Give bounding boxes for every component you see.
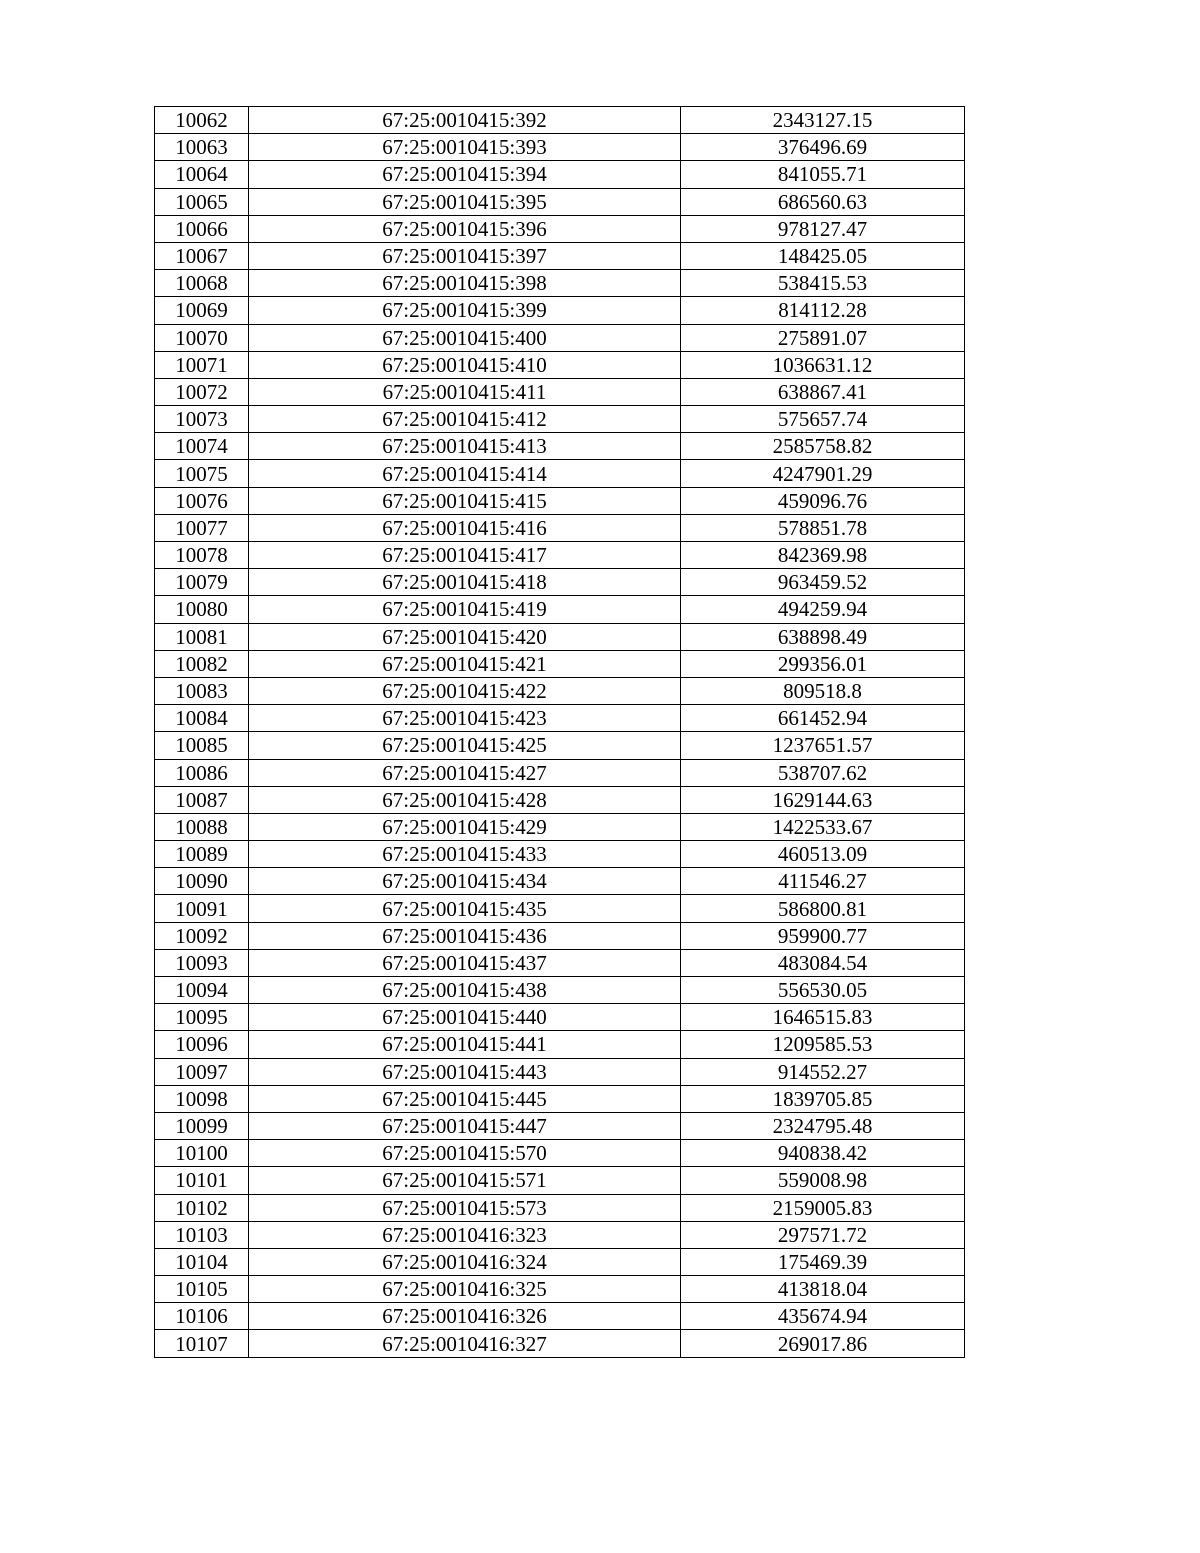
table-row — [155, 786, 965, 813]
table-row — [155, 949, 965, 976]
cadastral-number-cell: 67:25:0010415:414 — [249, 460, 681, 487]
cadastral-number-cell: 67:25:0010415:436 — [249, 922, 681, 949]
table-row — [155, 1276, 965, 1303]
cadastral-number-cell: 67:25:0010415:438 — [249, 977, 681, 1004]
row-number-cell: 10081 — [155, 623, 249, 650]
row-number-cell: 10091 — [155, 895, 249, 922]
cadastral-number-cell: 67:25:0010416:324 — [249, 1248, 681, 1275]
value-cell: 1237651.57 — [681, 732, 965, 759]
row-number-cell: 10083 — [155, 677, 249, 704]
table-row — [155, 1085, 965, 1112]
cadastral-number-cell: 67:25:0010415:393 — [249, 134, 681, 161]
value-cell: 2343127.15 — [681, 107, 965, 134]
cadastral-number-cell: 67:25:0010415:428 — [249, 786, 681, 813]
value-cell: 575657.74 — [681, 406, 965, 433]
row-number-cell: 10071 — [155, 351, 249, 378]
value-cell: 2324795.48 — [681, 1112, 965, 1139]
row-number-cell: 10089 — [155, 841, 249, 868]
row-number-cell: 10095 — [155, 1004, 249, 1031]
table-row — [155, 813, 965, 840]
value-cell: 175469.39 — [681, 1248, 965, 1275]
row-number-cell: 10084 — [155, 705, 249, 732]
table-row — [155, 487, 965, 514]
table-row — [155, 1248, 965, 1275]
row-number-cell: 10103 — [155, 1221, 249, 1248]
table-row — [155, 270, 965, 297]
cadastral-number-cell: 67:25:0010415:395 — [249, 188, 681, 215]
value-cell: 2159005.83 — [681, 1194, 965, 1221]
row-number-cell: 10066 — [155, 215, 249, 242]
row-number-cell: 10097 — [155, 1058, 249, 1085]
row-number-cell: 10101 — [155, 1167, 249, 1194]
row-number-cell: 10065 — [155, 188, 249, 215]
cadastral-number-cell: 67:25:0010415:434 — [249, 868, 681, 895]
row-number-cell: 10080 — [155, 596, 249, 623]
table-row — [155, 242, 965, 269]
value-cell: 841055.71 — [681, 161, 965, 188]
table-row — [155, 378, 965, 405]
row-number-cell: 10094 — [155, 977, 249, 1004]
table-row — [155, 705, 965, 732]
row-number-cell: 10092 — [155, 922, 249, 949]
table-row — [155, 406, 965, 433]
cadastral-number-cell: 67:25:0010415:437 — [249, 949, 681, 976]
table-row — [155, 1112, 965, 1139]
row-number-cell: 10082 — [155, 650, 249, 677]
cadastral-number-cell: 67:25:0010415:412 — [249, 406, 681, 433]
table-row — [155, 1221, 965, 1248]
value-cell: 940838.42 — [681, 1140, 965, 1167]
row-number-cell: 10068 — [155, 270, 249, 297]
value-cell: 686560.63 — [681, 188, 965, 215]
table-row — [155, 1058, 965, 1085]
row-number-cell: 10076 — [155, 487, 249, 514]
value-cell: 297571.72 — [681, 1221, 965, 1248]
value-cell: 275891.07 — [681, 324, 965, 351]
table-row — [155, 107, 965, 134]
cadastral-number-cell: 67:25:0010415:429 — [249, 813, 681, 840]
row-number-cell: 10100 — [155, 1140, 249, 1167]
table-row — [155, 1004, 965, 1031]
value-cell: 435674.94 — [681, 1303, 965, 1330]
cadastral-number-cell: 67:25:0010415:571 — [249, 1167, 681, 1194]
table-row — [155, 677, 965, 704]
cadastral-number-cell: 67:25:0010416:327 — [249, 1330, 681, 1357]
cadastral-number-cell: 67:25:0010415:411 — [249, 378, 681, 405]
row-number-cell: 10072 — [155, 378, 249, 405]
row-number-cell: 10085 — [155, 732, 249, 759]
row-number-cell: 10088 — [155, 813, 249, 840]
table-body — [155, 107, 965, 1358]
value-cell: 559008.98 — [681, 1167, 965, 1194]
table-row — [155, 134, 965, 161]
table-row — [155, 215, 965, 242]
value-cell: 842369.98 — [681, 542, 965, 569]
cadastral-number-cell: 67:25:0010415:443 — [249, 1058, 681, 1085]
table-row — [155, 188, 965, 215]
cadastral-number-cell: 67:25:0010416:326 — [249, 1303, 681, 1330]
row-number-cell: 10096 — [155, 1031, 249, 1058]
table-row — [155, 460, 965, 487]
cadastral-number-cell: 67:25:0010415:420 — [249, 623, 681, 650]
cadastral-number-cell: 67:25:0010415:417 — [249, 542, 681, 569]
table-row — [155, 351, 965, 378]
value-cell: 269017.86 — [681, 1330, 965, 1357]
cadastral-number-cell: 67:25:0010415:398 — [249, 270, 681, 297]
value-cell: 1839705.85 — [681, 1085, 965, 1112]
cadastral-number-cell: 67:25:0010416:325 — [249, 1276, 681, 1303]
value-cell: 148425.05 — [681, 242, 965, 269]
row-number-cell: 10069 — [155, 297, 249, 324]
value-cell: 1629144.63 — [681, 786, 965, 813]
table-row — [155, 542, 965, 569]
value-cell: 460513.09 — [681, 841, 965, 868]
value-cell: 914552.27 — [681, 1058, 965, 1085]
table-row — [155, 759, 965, 786]
value-cell: 1646515.83 — [681, 1004, 965, 1031]
value-cell: 814112.28 — [681, 297, 965, 324]
row-number-cell: 10090 — [155, 868, 249, 895]
value-cell: 959900.77 — [681, 922, 965, 949]
table-row — [155, 650, 965, 677]
value-cell: 538707.62 — [681, 759, 965, 786]
table-row — [155, 1303, 965, 1330]
cadastral-number-cell: 67:25:0010415:440 — [249, 1004, 681, 1031]
table-row — [155, 569, 965, 596]
value-cell: 413818.04 — [681, 1276, 965, 1303]
cadastral-number-cell: 67:25:0010415:445 — [249, 1085, 681, 1112]
cadastral-number-cell: 67:25:0010415:447 — [249, 1112, 681, 1139]
cadastral-number-cell: 67:25:0010415:441 — [249, 1031, 681, 1058]
row-number-cell: 10087 — [155, 786, 249, 813]
cadastral-number-cell: 67:25:0010415:392 — [249, 107, 681, 134]
cadastral-number-cell: 67:25:0010415:419 — [249, 596, 681, 623]
cadastral-number-cell: 67:25:0010415:433 — [249, 841, 681, 868]
row-number-cell: 10063 — [155, 134, 249, 161]
value-cell: 556530.05 — [681, 977, 965, 1004]
row-number-cell: 10099 — [155, 1112, 249, 1139]
cadastral-number-cell: 67:25:0010415:413 — [249, 433, 681, 460]
cadastral-number-cell: 67:25:0010415:435 — [249, 895, 681, 922]
cadastral-number-cell: 67:25:0010415:427 — [249, 759, 681, 786]
value-cell: 638867.41 — [681, 378, 965, 405]
table-row — [155, 433, 965, 460]
value-cell: 661452.94 — [681, 705, 965, 732]
value-cell: 809518.8 — [681, 677, 965, 704]
row-number-cell: 10079 — [155, 569, 249, 596]
table-row — [155, 514, 965, 541]
table-row — [155, 297, 965, 324]
table-row — [155, 922, 965, 949]
row-number-cell: 10098 — [155, 1085, 249, 1112]
cadastral-number-cell: 67:25:0010415:570 — [249, 1140, 681, 1167]
table-row — [155, 977, 965, 1004]
table-row — [155, 868, 965, 895]
row-number-cell: 10107 — [155, 1330, 249, 1357]
cadastral-number-cell: 67:25:0010415:415 — [249, 487, 681, 514]
value-cell: 1422533.67 — [681, 813, 965, 840]
cadastral-number-cell: 67:25:0010415:396 — [249, 215, 681, 242]
cadastral-number-cell: 67:25:0010415:425 — [249, 732, 681, 759]
table-row — [155, 732, 965, 759]
cadastral-number-cell: 67:25:0010415:422 — [249, 677, 681, 704]
row-number-cell: 10077 — [155, 514, 249, 541]
row-number-cell: 10070 — [155, 324, 249, 351]
table-row — [155, 1140, 965, 1167]
table-row — [155, 1167, 965, 1194]
cadastral-number-cell: 67:25:0010415:573 — [249, 1194, 681, 1221]
cadastral-number-cell: 67:25:0010415:410 — [249, 351, 681, 378]
cadastral-number-cell: 67:25:0010415:416 — [249, 514, 681, 541]
row-number-cell: 10086 — [155, 759, 249, 786]
table-row — [155, 841, 965, 868]
value-cell: 494259.94 — [681, 596, 965, 623]
table-row — [155, 895, 965, 922]
cadastral-number-cell: 67:25:0010415:399 — [249, 297, 681, 324]
value-cell: 963459.52 — [681, 569, 965, 596]
value-cell: 538415.53 — [681, 270, 965, 297]
row-number-cell: 10073 — [155, 406, 249, 433]
row-number-cell: 10104 — [155, 1248, 249, 1275]
cadastral-number-cell: 67:25:0010415:418 — [249, 569, 681, 596]
value-cell: 4247901.29 — [681, 460, 965, 487]
table-row — [155, 161, 965, 188]
row-number-cell: 10078 — [155, 542, 249, 569]
value-cell: 578851.78 — [681, 514, 965, 541]
row-number-cell: 10102 — [155, 1194, 249, 1221]
cadastral-number-cell: 67:25:0010415:394 — [249, 161, 681, 188]
row-number-cell: 10064 — [155, 161, 249, 188]
row-number-cell: 10075 — [155, 460, 249, 487]
value-cell: 586800.81 — [681, 895, 965, 922]
cadastral-number-cell: 67:25:0010415:397 — [249, 242, 681, 269]
row-number-cell: 10067 — [155, 242, 249, 269]
cadastral-number-cell: 67:25:0010416:323 — [249, 1221, 681, 1248]
value-cell: 376496.69 — [681, 134, 965, 161]
cadastral-number-cell: 67:25:0010415:421 — [249, 650, 681, 677]
value-cell: 459096.76 — [681, 487, 965, 514]
value-cell: 978127.47 — [681, 215, 965, 242]
table-row — [155, 1330, 965, 1357]
table-row — [155, 623, 965, 650]
row-number-cell: 10106 — [155, 1303, 249, 1330]
row-number-cell: 10074 — [155, 433, 249, 460]
value-cell: 1036631.12 — [681, 351, 965, 378]
value-cell: 299356.01 — [681, 650, 965, 677]
table-row — [155, 1031, 965, 1058]
table-row — [155, 596, 965, 623]
row-number-cell: 10093 — [155, 949, 249, 976]
cadastral-number-cell: 67:25:0010415:400 — [249, 324, 681, 351]
value-cell: 1209585.53 — [681, 1031, 965, 1058]
value-cell: 2585758.82 — [681, 433, 965, 460]
cadastral-value-table — [154, 106, 965, 1358]
row-number-cell: 10105 — [155, 1276, 249, 1303]
value-cell: 638898.49 — [681, 623, 965, 650]
table-row — [155, 1194, 965, 1221]
cadastral-number-cell: 67:25:0010415:423 — [249, 705, 681, 732]
table-row — [155, 324, 965, 351]
value-cell: 411546.27 — [681, 868, 965, 895]
row-number-cell: 10062 — [155, 107, 249, 134]
value-cell: 483084.54 — [681, 949, 965, 976]
